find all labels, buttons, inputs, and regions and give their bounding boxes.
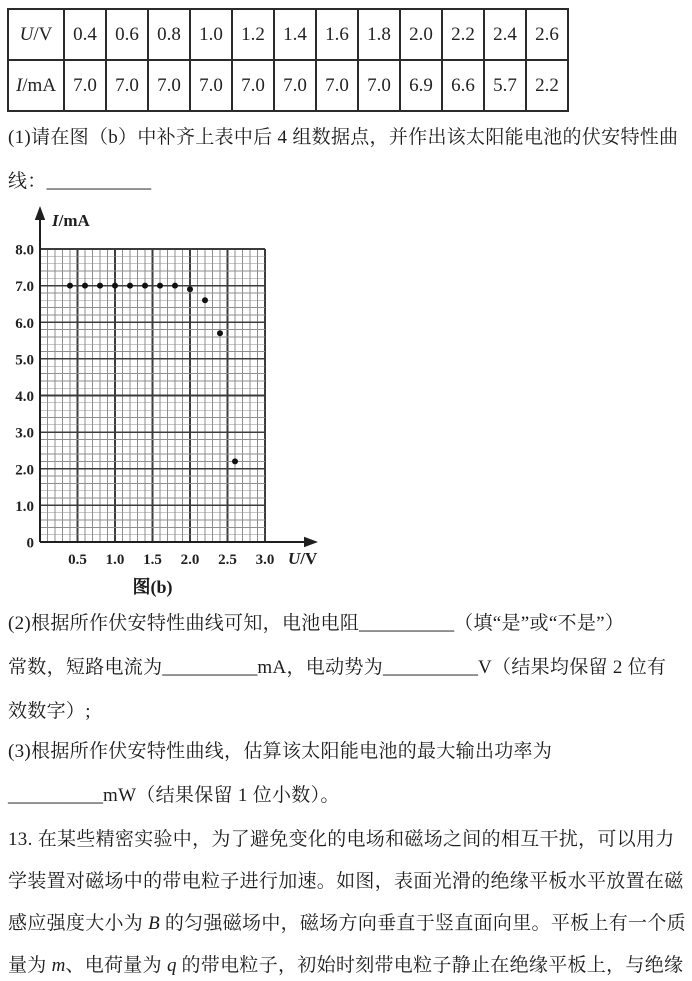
question-3-text	[8, 730, 688, 818]
table-cell: 2.2	[526, 60, 568, 111]
text-line	[8, 160, 688, 204]
x-tick-label: 3.0	[255, 552, 275, 568]
table-row	[8, 60, 568, 111]
table-cell: 1.8	[358, 9, 400, 60]
math-variable: B	[148, 913, 160, 934]
data-table-body	[8, 9, 568, 111]
math-variable: q	[166, 955, 177, 976]
y-axis-title: I/mA	[52, 211, 90, 230]
table-cell: 1.4	[274, 9, 316, 60]
table-cell: 2.4	[484, 9, 526, 60]
data-point	[232, 458, 238, 464]
text-segment: 线：	[8, 171, 47, 192]
text-line	[8, 116, 688, 160]
iv-characteristic-chart	[0, 205, 340, 605]
text-line	[8, 861, 688, 903]
text-segment: 学装置对磁场中的带电粒子进行加速。如图，表面光滑的绝缘平板水平放置在磁	[8, 871, 684, 892]
x-tick-label: 1.0	[105, 552, 125, 568]
text-segment: 常数，短路电流为	[8, 657, 163, 678]
x-tick-label: 2.0	[180, 552, 200, 568]
question-13-text	[8, 819, 688, 981]
table-cell: 7.0	[232, 60, 274, 111]
row-header-cell: I/mA	[8, 60, 64, 111]
data-point	[172, 283, 178, 289]
text-segment: mW（结果保留 1 位小数）。	[103, 785, 340, 806]
table-cell: 7.0	[148, 60, 190, 111]
y-tick-label: 5.0	[15, 352, 34, 369]
text-segment: 量为	[8, 955, 52, 976]
text-line	[8, 602, 688, 646]
text-segment: 的匀强磁场中，磁场方向垂直于竖直面向里。平板上有一个质	[159, 913, 686, 934]
x-tick-label: 0.5	[68, 552, 87, 568]
y-tick-label: 1.0	[15, 498, 34, 515]
table-cell: 1.2	[232, 9, 274, 60]
table-row	[8, 9, 568, 60]
answer-blank: __________	[8, 785, 103, 806]
text-line	[8, 945, 688, 981]
text-segment: 效数字）;	[8, 701, 91, 722]
row-header-cell: U/V	[8, 9, 64, 60]
text-segment: 的带电粒子，初始时刻带电粒子静止在绝缘平板上，与绝缘	[176, 955, 684, 976]
table-cell: 0.4	[64, 9, 106, 60]
table-cell: 2.6	[526, 9, 568, 60]
table-cell: 2.2	[442, 9, 484, 60]
data-point	[127, 283, 133, 289]
text-segment: 感应强度大小为	[8, 913, 149, 934]
x-axis-title: U/V	[288, 549, 318, 568]
text-line	[8, 690, 688, 734]
table-cell: 0.6	[106, 9, 148, 60]
text-segment: V（结果均保留 2 位有	[478, 657, 667, 678]
y-tick-label: 7.0	[15, 279, 34, 296]
data-point	[97, 283, 103, 289]
table-cell: 5.7	[484, 60, 526, 111]
text-segment: (2)根据所作伏安特性曲线可知，电池电阻	[8, 613, 360, 634]
answer-blank: ___________	[46, 171, 152, 192]
y-tick-label: 3.0	[15, 425, 34, 442]
question-2-text	[8, 602, 688, 734]
x-axis-arrow-icon	[304, 537, 318, 547]
table-cell: 7.0	[106, 60, 148, 111]
table-cell: 2.0	[400, 9, 442, 60]
answer-blank: __________	[162, 657, 258, 678]
text-line	[8, 903, 688, 945]
y-tick-label: 4.0	[15, 389, 34, 405]
table-cell: 1.0	[190, 9, 232, 60]
data-table	[7, 8, 569, 112]
data-point	[187, 286, 193, 292]
table-cell: 7.0	[274, 60, 316, 111]
data-point	[142, 283, 148, 289]
data-point	[157, 283, 163, 289]
text-segment: (1)请在图（b）中补齐上表中后 4 组数据点，并作出该太阳能电池的伏安特性曲	[8, 127, 679, 148]
y-axis-arrow-icon	[35, 206, 45, 220]
math-variable: m	[51, 955, 66, 976]
data-point	[112, 283, 118, 289]
x-tick-label: 2.5	[218, 552, 237, 568]
table-cell: 7.0	[316, 60, 358, 111]
text-line	[8, 774, 688, 818]
text-segment: 、电荷量为	[65, 955, 167, 976]
y-tick-label: 6.0	[15, 315, 34, 332]
table-cell: 7.0	[190, 60, 232, 111]
chart-caption: 图(b)	[132, 577, 173, 597]
text-line	[8, 646, 688, 690]
table-cell: 7.0	[64, 60, 106, 111]
text-segment: （填“是”或“不是”）	[454, 613, 625, 634]
text-segment: mA，电动势为	[257, 657, 384, 678]
y-tick-label: 2.0	[15, 462, 34, 479]
answer-blank: __________	[383, 657, 479, 678]
question-1-text	[8, 116, 688, 204]
x-tick-label: 1.5	[143, 552, 162, 568]
data-point	[82, 283, 88, 289]
data-point	[202, 297, 208, 303]
table-cell: 1.6	[316, 9, 358, 60]
answer-blank: __________	[359, 613, 455, 634]
y-tick-label: 0	[26, 535, 34, 552]
table-cell: 0.8	[148, 9, 190, 60]
text-line	[8, 730, 688, 774]
text-segment: (3)根据所作伏安特性曲线，估算该太阳能电池的最大输出功率为	[8, 741, 553, 762]
data-point	[217, 330, 223, 336]
table-cell: 7.0	[358, 60, 400, 111]
text-segment: 13. 在某些精密实验中，为了避免变化的电场和磁场之间的相互干扰，可以用力	[8, 829, 675, 850]
y-tick-label: 8.0	[15, 242, 34, 259]
data-point	[67, 283, 73, 289]
text-line	[8, 819, 688, 861]
iv-chart-canvas	[0, 205, 340, 605]
table-cell: 6.9	[400, 60, 442, 111]
table-cell: 6.6	[442, 60, 484, 111]
